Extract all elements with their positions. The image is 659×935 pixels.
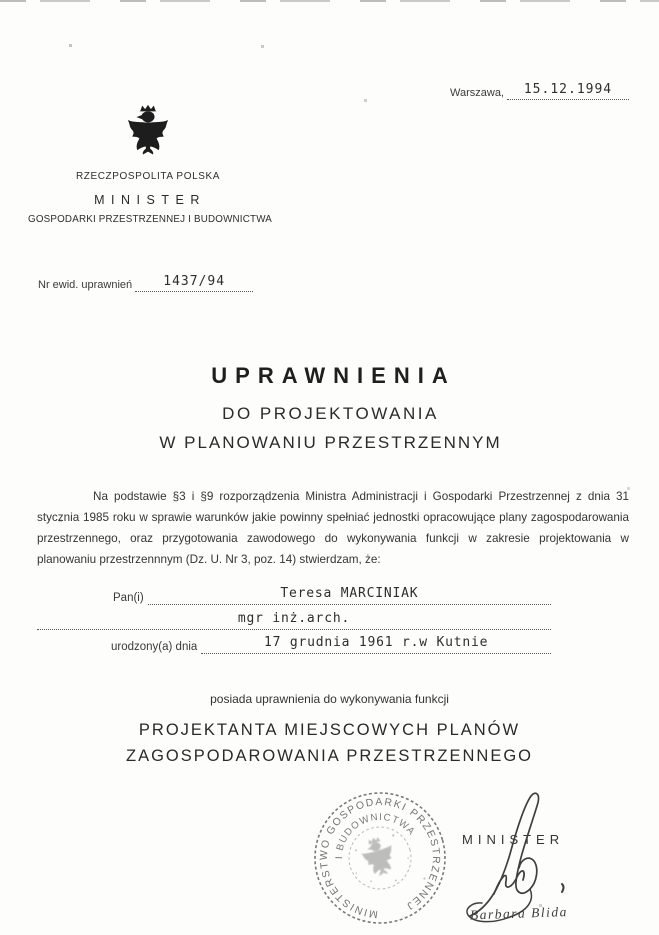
name-row [113,584,551,605]
letterhead [28,102,273,225]
document-subtitle-2: W PLANOWANIU PRZESTRZENNYM [159,433,502,452]
birth-label: urodzony(a) dnia [111,641,198,653]
registry-dotted-line [135,272,253,292]
degree-value: mgr inż.arch. [237,611,351,626]
legal-basis-paragraph: Na podstawie §3 i §9 rozporządzenia Ministra Administracji i Gospodarki Przestrzennej z dnia 31 stycznia 1985 roku w sprawie warunków jakie powinny spełniać jednostki opracowujące plany zagospodarowania przestrzennego, oraz przygotowania zawodowego do wykonywania funkcji w zakresie projektowania w planowaniu przestrzennnym (Dz. U. Nr 3, poz. 14) stwierdzam, że: [37,490,629,566]
document-title-block [0,363,659,453]
birth-row [111,633,551,654]
date-value: 15.12.1994 [523,82,613,97]
function-title-2: ZAGOSPODAROWANIA PRZESTRZENNEGO [125,747,533,765]
granted-function-block [0,692,659,766]
place-label: Warszawa, [450,87,504,99]
degree-row [37,609,551,630]
scan-edge-artifact [0,0,659,2]
birth-value: 17 grudnia 1961 r.w Kutnie [264,635,489,650]
document-subtitle-1: DO PROJEKTOWANIA [222,404,439,423]
minister-signature-label: MINISTER [462,832,565,847]
country-name: RZECZPOSPOLITA POLSKA [75,171,221,182]
ministry-name: GOSPODARKI PRZESTRZENNEJ I BUDOWNICTWA [28,214,273,225]
degree-dotted-line [37,609,551,630]
document-title: UPRAWNIENIA [211,363,456,388]
stamp-outer-text: MINISTERSTWO GOSPODARKI PRZESTRZENNEJ [318,796,442,920]
function-title-1: PROJEKTANTA MIEJSCOWYCH PLANÓW [138,721,521,739]
person-name-value: Teresa MARCINIAK [280,586,419,601]
birth-dotted-line [201,633,551,654]
minister-heading: MINISTER [94,193,206,207]
stamp-inner-text: I BUDOWNICTWA [333,811,418,860]
date-dotted-line [507,80,629,100]
signer-name: Barbara Blida [469,904,569,923]
grant-intro: posiada uprawnienia do wykonywania funkcji [210,692,449,706]
name-label: Pan(i) [113,592,144,604]
registry-value: 1437/94 [163,274,226,289]
scan-speckles [0,0,1,1]
person-details-form [37,584,629,654]
place-date-line [450,80,629,100]
polish-eagle-emblem-icon [125,102,171,158]
registry-number-line [38,272,253,292]
name-dotted-line [148,584,551,605]
stamp-eagle-icon [358,833,399,879]
registry-label: Nr ewid. uprawnień [38,279,133,291]
